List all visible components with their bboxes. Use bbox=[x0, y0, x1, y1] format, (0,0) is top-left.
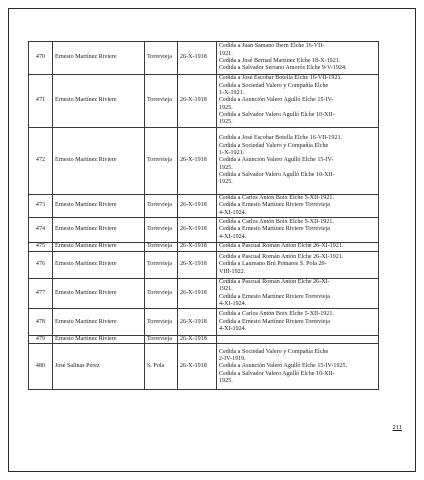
row-cesion: Cedida a Carlos Antón Boix Elche 5-XII-1921. Cedida a Ernesto Martínez Riviere Torrevieja 4-XI-1924. bbox=[217, 218, 379, 243]
row-date: 26-X-1918 bbox=[178, 243, 217, 252]
table-row bbox=[29, 336, 379, 344]
row-place: Torrevieja bbox=[145, 279, 178, 309]
row-place: Torrevieja bbox=[145, 128, 178, 195]
row-number: 475 bbox=[29, 243, 53, 252]
table-row bbox=[29, 128, 379, 195]
row-name: Ernesto Martínez Riviere bbox=[53, 218, 145, 243]
row-name: Ernesto Martínez Riviere bbox=[53, 75, 145, 128]
row-cesion: Cedida a Juan Samano Ibern Elche 16-VII- 1921. Cedida a José Bernad Martínez Elche 18-X-1921. Cedida a Salvador Serrano Amorós Elche 9-V-1924. bbox=[217, 42, 379, 75]
row-date: 26-X-1918 bbox=[178, 336, 217, 344]
row-cesion: Cedida a José Escobar Botella Elche 16-VII-1921. Cedida a Sociedad Valero y Compañía Elche 1-X-1921. Cedida a Asunción Valero Agulló Elche 15-IV- 1925. Cedida a Salvador Valero Agulló Elche 10-XII- 1925. bbox=[217, 128, 379, 195]
row-name: Ernesto Martínez Riviere bbox=[53, 195, 145, 218]
table-row bbox=[29, 243, 379, 252]
row-name: Ernesto Martínez Riviere bbox=[53, 309, 145, 336]
row-cesion: Cedida a Pascual Román Antón Elche 26-XI- 1921. Cedida a Ernesto Martínez Riviere Torrevieja 4-XI-1924. bbox=[217, 279, 379, 309]
row-place: Torrevieja bbox=[145, 42, 178, 75]
row-place: Torrevieja bbox=[145, 309, 178, 336]
row-date: 26-X-1918 bbox=[178, 75, 217, 128]
row-date: 26-X-1918 bbox=[178, 279, 217, 309]
row-place: Torrevieja bbox=[145, 218, 178, 243]
row-cesion: Cedida a Carlos Antón Boix Elche 5-XII-1921. Cedida a Ernesto Martínez Riviere Torrevieja 4-XI-1924. bbox=[217, 195, 379, 218]
row-name: Ernesto Martínez Riviere bbox=[53, 128, 145, 195]
table-row bbox=[29, 195, 379, 218]
row-name: Ernesto Martínez Riviere bbox=[53, 336, 145, 344]
row-date: 26-X-1918 bbox=[178, 195, 217, 218]
row-number: 471 bbox=[29, 75, 53, 128]
table-row bbox=[29, 218, 379, 243]
row-place: Torrevieja bbox=[145, 252, 178, 279]
row-date: 26-X-1918 bbox=[178, 42, 217, 75]
row-cesion: Cedida a Pascual Román Antón Elche 26-XI-1921. Cedida a Laureano Brú Pomares S. Pola 29- VIII-1922. bbox=[217, 252, 379, 279]
row-number: 477 bbox=[29, 279, 53, 309]
row-number: 476 bbox=[29, 252, 53, 279]
row-name: Ernesto Martínez Riviere bbox=[53, 252, 145, 279]
row-name: Ernesto Martínez Riviere bbox=[53, 42, 145, 75]
row-cesion: Cedida a Sociedad Valero y Compañía Elche 2-IV-1919. Cedida a Asunción Valero Agulló Elche 15-IV-1925. Cedida a Salvador Valero Agulló Elche 10-XII- 1925. bbox=[217, 344, 379, 390]
table-row bbox=[29, 279, 379, 309]
row-place: Torrevieja bbox=[145, 336, 178, 344]
row-cesion: Cedida a Pascual Román Antón Elche 26-XI-1921. bbox=[217, 243, 379, 252]
row-date: 26-X-1918 bbox=[178, 309, 217, 336]
row-number: 480 bbox=[29, 344, 53, 390]
row-date: 26-X-1918 bbox=[178, 344, 217, 390]
row-cesion: Cedida a José Escobar Botella Elche 16-VII-1921. Cedida a Sociedad Valero y Compañía Elche 1-X-1921. Cedida a Asunción Valero Agulló Elche 15-IV- 1925. Cedida a Salvador Valero Agulló Elche 10-XII- 1925. bbox=[217, 75, 379, 128]
row-place: Torrevieja bbox=[145, 195, 178, 218]
row-number: 473 bbox=[29, 195, 53, 218]
row-cesion bbox=[217, 336, 379, 344]
row-place: Torrevieja bbox=[145, 75, 178, 128]
row-number: 478 bbox=[29, 309, 53, 336]
row-name: José Salinas Pérez bbox=[53, 344, 145, 390]
row-place: Torrevieja bbox=[145, 243, 178, 252]
row-number: 479 bbox=[29, 336, 53, 344]
row-date: 26-X-1918 bbox=[178, 218, 217, 243]
row-number: 470 bbox=[29, 42, 53, 75]
row-place: S. Pola bbox=[145, 344, 178, 390]
table-row bbox=[29, 344, 379, 390]
row-cesion: Cedida a Carlos Antón Boix Elche 5-XII-1921. Cedida a Ernesto Martínez Riviere Torrevieja 4-XI-1924. bbox=[217, 309, 379, 336]
table-row bbox=[29, 309, 379, 336]
row-date: 26-X-1918 bbox=[178, 252, 217, 279]
page-number: 211 bbox=[392, 424, 402, 431]
table-row bbox=[29, 42, 379, 75]
register-body bbox=[29, 42, 379, 390]
table-row bbox=[29, 75, 379, 128]
row-number: 472 bbox=[29, 128, 53, 195]
row-number: 474 bbox=[29, 218, 53, 243]
register-table bbox=[28, 41, 379, 390]
table-row bbox=[29, 252, 379, 279]
row-name: Ernesto Martínez Riviere bbox=[53, 243, 145, 252]
row-date: 26-X-1918 bbox=[178, 128, 217, 195]
row-name: Ernesto Martínez Riviere bbox=[53, 279, 145, 309]
